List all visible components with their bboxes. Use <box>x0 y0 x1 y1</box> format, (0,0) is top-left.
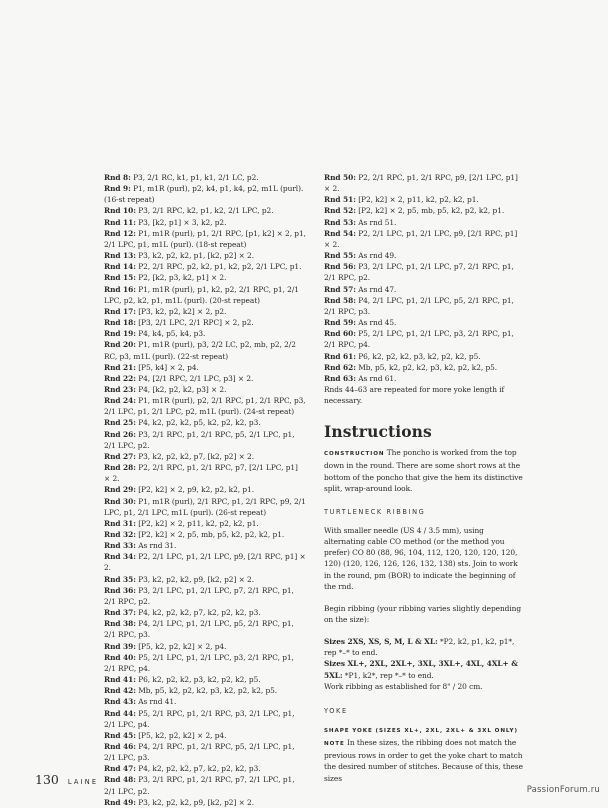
round-label: Rnd 34: <box>104 552 136 562</box>
instructions-heading: Instructions <box>324 422 432 442</box>
repeat-note: Rnds 44–63 are repeated for more yoke length if necessary. <box>324 384 505 406</box>
shape-yoke-lead: SHAPE YOKE (SIZES XL+, 2XL, 2XL+ & 3XL ONLY) <box>324 727 518 734</box>
round-label: Rnd 10: <box>104 206 136 216</box>
round-instruction <box>324 217 524 228</box>
round-instruction <box>324 205 524 216</box>
round-label: Rnd 49: <box>104 797 136 807</box>
round-text: P2, 2/1 RPC, p1, 2/1 RPC, p7, [2/1 LPC, p1] × 2. <box>104 463 298 484</box>
round-text: P4, k2, p2, k2, p7, k2, p2, k2, p3. <box>135 608 261 618</box>
round-text: [P2, k2] × 2, p5, mb, p5, k2, p2, k2, p1. <box>355 206 505 216</box>
round-text: P2, 2/1 LPC, p1, 2/1 LPC, p9, [2/1 RPC, p1] × 2. <box>104 552 306 573</box>
sizes-small-ribbing <box>324 636 524 658</box>
round-text: [P3, 2/1 LPC, 2/1 RPC] × 2, p2. <box>135 318 254 328</box>
right-column <box>324 172 524 784</box>
round-label: Rnd 55: <box>324 251 356 261</box>
round-instruction <box>324 362 524 373</box>
round-label: Rnd 16: <box>104 284 136 294</box>
round-instruction <box>324 194 524 205</box>
round-text: Mb, p5, k2, p2, k2, p3, k2, p2, k2, p5. <box>135 686 278 696</box>
round-instruction <box>104 763 306 774</box>
round-label: Rnd 9: <box>104 184 131 194</box>
round-instruction <box>104 574 306 585</box>
round-text: As rnd 61. <box>355 373 397 383</box>
round-instruction <box>104 484 306 495</box>
round-instruction <box>104 674 306 685</box>
round-text: P3, 2/1 RPC, k2, p1, k2, 2/1 LPC, p2. <box>135 206 274 216</box>
round-instruction <box>324 261 524 283</box>
round-instruction <box>104 618 306 640</box>
round-text: [P2, k2] × 2, p5, mb, p5, k2, p2, k2, p1. <box>135 530 285 539</box>
round-instruction <box>104 429 306 451</box>
round-instruction <box>104 797 306 808</box>
round-label: Rnd 60: <box>324 329 356 339</box>
round-instruction <box>104 518 306 529</box>
round-label: Rnd 27: <box>104 451 136 461</box>
round-label: Rnd 26: <box>104 429 136 439</box>
round-instruction <box>104 685 306 696</box>
round-text: [P5, k2, p2, k2] × 2, p4. <box>135 730 227 740</box>
ribbing-length: Work ribbing as established for 8" / 20 cm. <box>324 681 483 691</box>
round-text: [P3, k2, p2, k2] × 2, p2. <box>135 306 227 316</box>
round-label: Rnd 19: <box>104 329 136 339</box>
round-instruction <box>324 328 524 350</box>
round-instruction <box>104 284 306 306</box>
round-text: [P2, k2] × 2, p11, k2, p2, k2, p1. <box>135 518 259 528</box>
round-text: P3, k2, p2, k2, p9, [k2, p2] × 2. <box>135 797 254 807</box>
round-label: Rnd 25: <box>104 418 136 428</box>
round-instruction <box>104 730 306 741</box>
round-label: Rnd 31: <box>104 518 136 528</box>
round-text: P4, k4, p5, k4, p3. <box>135 329 206 339</box>
round-text: As rnd 51. <box>355 217 397 227</box>
round-text: P4, k2, p2, k2, p5, k2, p2, k2, p3. <box>135 418 261 428</box>
round-text: P1, m1R (purl), p1, 2/1 RPC, [p1, k2] × 2, p1, 2/1 LPC, p1, m1L (purl). (18-st repeat) <box>104 228 306 249</box>
round-text: [P5, k4] × 2, p4. <box>135 362 199 372</box>
round-text: P1, m1R (purl), 2/1 RPC, p1, 2/1 RPC, p9, 2/1 LPC, p1, 2/1 LPC, m1L (purl). (26-st repeat) <box>104 496 306 517</box>
round-instruction <box>104 395 306 417</box>
round-label: Rnd 39: <box>104 641 136 651</box>
left-column <box>104 172 306 808</box>
round-label: Rnd 15: <box>104 273 136 283</box>
round-label: Rnd 12: <box>104 228 136 238</box>
round-instruction <box>104 585 306 607</box>
round-text: As rnd 45. <box>355 318 397 328</box>
round-instruction <box>104 708 306 730</box>
round-text: P4, 2/1 LPC, p1, 2/1 LPC, p5, 2/1 RPC, p1, 2/1 RPC, p3. <box>324 295 514 316</box>
round-text: P3, k2, p2, k2, p7, [k2, p2] × 2. <box>135 451 254 461</box>
round-text: P3, k2, p2, k2, p9, [k2, p2] × 2. <box>135 574 254 584</box>
round-label: Rnd 17: <box>104 306 136 316</box>
round-instruction <box>324 295 524 317</box>
round-label: Rnd 54: <box>324 228 356 238</box>
round-instruction <box>104 741 306 763</box>
round-text: P2, [k2, p3, k2, p1] × 2. <box>135 273 227 283</box>
sizes-large-ribbing <box>324 658 524 680</box>
round-label: Rnd 42: <box>104 686 136 696</box>
round-instruction <box>104 641 306 652</box>
round-label: Rnd 30: <box>104 496 136 506</box>
round-text: P3, [k2, p1] × 3, k2, p2. <box>135 217 227 227</box>
round-text: P4, [k2, p2, k2, p3] × 2. <box>135 384 227 394</box>
round-label: Rnd 23: <box>104 384 136 394</box>
sizes-small-label: Sizes 2XS, XS, S, M, L & XL: <box>324 637 438 647</box>
round-instruction <box>104 205 306 216</box>
round-text: P1, m1R (purl), p1, k2, p2, 2/1 RPC, p1, 2/1 LPC, p2, k2, p1, m1L (purl). (20-st repeat) <box>104 284 299 305</box>
round-label: Rnd 14: <box>104 262 136 272</box>
round-instruction <box>104 306 306 317</box>
round-instruction <box>324 172 524 194</box>
construction-paragraph <box>324 447 524 494</box>
round-text: As rnd 47. <box>355 284 397 294</box>
round-label: Rnd 51: <box>324 195 356 205</box>
round-label: Rnd 37: <box>104 608 136 618</box>
round-instruction <box>104 362 306 373</box>
round-label: Rnd 29: <box>104 485 136 495</box>
construction-text: The poncho is worked from the top down in the round. There are some short rows at the bottom of the poncho that give the hem its distinctive split, wrap-around look. <box>324 448 523 493</box>
round-text: As rnd 31. <box>135 541 177 551</box>
construction-lead: CONSTRUCTION <box>324 451 385 458</box>
round-instruction <box>104 540 306 551</box>
round-label: Rnd 13: <box>104 251 136 261</box>
sizes-large-label: Sizes XL+, 2XL, 2XL+, 3XL, 3XL+, 4XL, 4XL+ & 5XL: <box>324 659 518 680</box>
round-label: Rnd 28: <box>104 463 136 473</box>
round-text: P2, 2/1 RPC, p2, k2, p1, k2, p2, 2/1 LPC, p1. <box>135 262 302 272</box>
magazine-name: LAINE <box>67 778 99 786</box>
round-instruction <box>104 462 306 484</box>
round-label: Rnd 63: <box>324 373 356 383</box>
round-instruction <box>104 551 306 573</box>
round-text: [P2, k2] × 2, p11, k2, p2, k2, p1. <box>355 195 479 205</box>
turtleneck-cast-on: With smaller needle (US 4 / 3.5 mm), using alternating cable CO method (or the method you prefer) CO 80 (88, 96, 104, 112, 120, 120, 120, 120, 120) (120, 126, 126, 126, 132, 138) sts. Join to work in the round, pm (BOR) to indicate the beginning of the rnd. <box>324 525 518 591</box>
round-text: P3, k2, p2, k2, p1, [k2, p2] × 2. <box>135 251 254 261</box>
round-text: P5, 2/1 RPC, p1, 2/1 RPC, p3, 2/1 LPC, p1, 2/1 LPC, p4. <box>104 708 295 729</box>
round-label: Rnd 40: <box>104 652 136 662</box>
round-text: P6, k2, p2, k2, p3, k2, p2, k2, p5. <box>135 675 261 685</box>
page-number: 130 <box>35 772 59 787</box>
round-text: P1, m1R (purl), p2, 2/1 RPC, p1, 2/1 RPC, p3, 2/1 LPC, p1, 2/1 LPC, p2, m1L (purl). (24-st repeat) <box>104 396 306 417</box>
round-instruction <box>104 272 306 283</box>
yoke-subhead: YOKE <box>324 706 348 715</box>
note-lead: NOTE <box>324 741 345 748</box>
round-instruction <box>104 652 306 674</box>
round-instruction <box>104 451 306 462</box>
round-label: Rnd 24: <box>104 396 136 406</box>
round-text: P4, 2/1 LPC, p1, 2/1 LPC, p5, 2/1 RPC, p1, 2/1 RPC, p3. <box>104 619 294 640</box>
round-text: P6, k2, p2, k2, p3, k2, p2, k2, p5. <box>355 351 481 361</box>
round-text: P3, 2/1 LPC, p1, 2/1 LPC, p7, 2/1 RPC, p1, 2/1 RPC, p2. <box>104 585 294 606</box>
round-label: Rnd 41: <box>104 675 136 685</box>
round-text: As rnd 49. <box>355 251 397 261</box>
round-label: Rnd 53: <box>324 217 356 227</box>
yoke-note <box>324 737 524 784</box>
round-text: P2, 2/1 RPC, p1, 2/1 RPC, p9, [2/1 LPC, p1] × 2. <box>324 173 518 194</box>
round-text: P3, 2/1 RC, k1, p1, k1, 2/1 LC, p2. <box>130 173 259 182</box>
round-text: P3, 2/1 RPC, p1, 2/1 RPC, p5, 2/1 LPC, p1, 2/1 LPC, p2. <box>104 429 295 450</box>
round-text: P4, 2/1 RPC, p1, 2/1 RPC, p5, 2/1 LPC, p1, 2/1 LPC, p3. <box>104 741 295 763</box>
round-text: Mb, p5, k2, p2, k2, p3, k2, p2, k2, p5. <box>355 362 498 372</box>
round-text: P5, 2/1 LPC, p1, 2/1 LPC, p3, 2/1 RPC, p1, 2/1 RPC, p4. <box>104 652 294 673</box>
turtleneck-begin-ribbing: Begin ribbing (your ribbing varies slightly depending on the size): <box>324 603 522 624</box>
round-label: Rnd 22: <box>104 373 136 383</box>
round-instruction <box>104 417 306 428</box>
round-label: Rnd 18: <box>104 318 136 328</box>
round-instruction <box>104 774 306 796</box>
round-text: P3, 2/1 RPC, p1, 2/1 RPC, p7, 2/1 LPC, p1, 2/1 LPC, p2. <box>104 775 295 796</box>
round-instruction <box>104 328 306 339</box>
round-label: Rnd 57: <box>324 284 356 294</box>
watermark: PassionForum.ru <box>526 785 600 795</box>
round-label: Rnd 8: <box>104 173 131 182</box>
turtleneck-subhead: TURTLENECK RIBBING <box>324 507 426 516</box>
round-instruction <box>104 261 306 272</box>
round-text: P2, 2/1 LPC, p1, 2/1 LPC, p9, [2/1 RPC, p1] × 2. <box>324 228 518 249</box>
round-label: Rnd 56: <box>324 262 356 272</box>
round-label: Rnd 48: <box>104 775 136 785</box>
round-instruction <box>324 373 524 384</box>
round-instruction <box>324 250 524 261</box>
round-instruction <box>104 228 306 250</box>
round-instruction <box>104 607 306 618</box>
round-label: Rnd 35: <box>104 574 136 584</box>
round-label: Rnd 58: <box>324 295 356 305</box>
right-rounds-list <box>324 172 524 384</box>
round-instruction <box>104 373 306 384</box>
round-label: Rnd 50: <box>324 173 356 182</box>
round-label: Rnd 20: <box>104 340 136 350</box>
round-label: Rnd 32: <box>104 530 136 539</box>
round-label: Rnd 21: <box>104 362 136 372</box>
round-label: Rnd 38: <box>104 619 136 629</box>
round-label: Rnd 43: <box>104 697 136 707</box>
round-text: [P5, k2, p2, k2] × 2, p4. <box>135 641 227 651</box>
round-label: Rnd 47: <box>104 764 136 774</box>
round-label: Rnd 45: <box>104 730 136 740</box>
round-instruction <box>324 317 524 328</box>
round-instruction <box>324 228 524 250</box>
page-footer <box>35 772 98 787</box>
round-label: Rnd 46: <box>104 741 136 751</box>
round-text: P1, m1R (purl), p2, k4, p1, k4, p2, m1L (purl). (16-st repeat) <box>104 184 304 205</box>
round-text: P4, k2, p2, k2, p7, k2, p2, k2, p3. <box>135 764 261 774</box>
round-label: Rnd 62: <box>324 362 356 372</box>
round-label: Rnd 59: <box>324 318 356 328</box>
round-instruction <box>104 529 306 540</box>
round-label: Rnd 52: <box>324 206 356 216</box>
shape-yoke-title <box>324 724 524 737</box>
sizes-small-text: *P2, k2, p1, k2, p1*, rep *–* to end. <box>324 637 515 658</box>
sizes-large-text: *P1, k2*, rep *–* to end. <box>342 670 434 680</box>
round-text: P4, [2/1 RPC, 2/1 LPC, p3] × 2. <box>135 373 254 383</box>
round-instruction <box>104 250 306 261</box>
round-instruction <box>324 284 524 295</box>
round-text: [P2, k2] × 2, p9, k2, p2, k2, p1. <box>135 485 254 495</box>
round-instruction <box>104 172 306 183</box>
round-text: P5, 2/1 LPC, p1, 2/1 LPC, p3, 2/1 RPC, p1, 2/1 RPC, p4. <box>324 329 514 350</box>
round-text: P1, m1R (purl), p3, 2/2 LC, p2, mb, p2, 2/2 RC, p3, m1L (purl). (22-st repeat) <box>104 340 296 361</box>
round-label: Rnd 36: <box>104 585 136 595</box>
round-instruction <box>104 217 306 228</box>
round-instruction <box>104 317 306 328</box>
note-text: In these sizes, the ribbing does not match the previous rows in order to get the yoke chart to match the desired number of stitches. Because of this, these sizes <box>324 738 523 783</box>
round-instruction <box>104 183 306 205</box>
round-text: As rnd 41. <box>135 697 177 707</box>
round-label: Rnd 11: <box>104 217 136 227</box>
round-text: P3, 2/1 LPC, p1, 2/1 LPC, p7, 2/1 RPC, p1, 2/1 RPC, p2. <box>324 262 514 283</box>
round-instruction <box>104 384 306 395</box>
round-label: Rnd 61: <box>324 351 356 361</box>
round-instruction <box>104 696 306 707</box>
round-instruction <box>104 496 306 518</box>
round-label: Rnd 33: <box>104 541 136 551</box>
round-instruction <box>104 339 306 361</box>
round-instruction <box>324 351 524 362</box>
round-label: Rnd 44: <box>104 708 136 718</box>
